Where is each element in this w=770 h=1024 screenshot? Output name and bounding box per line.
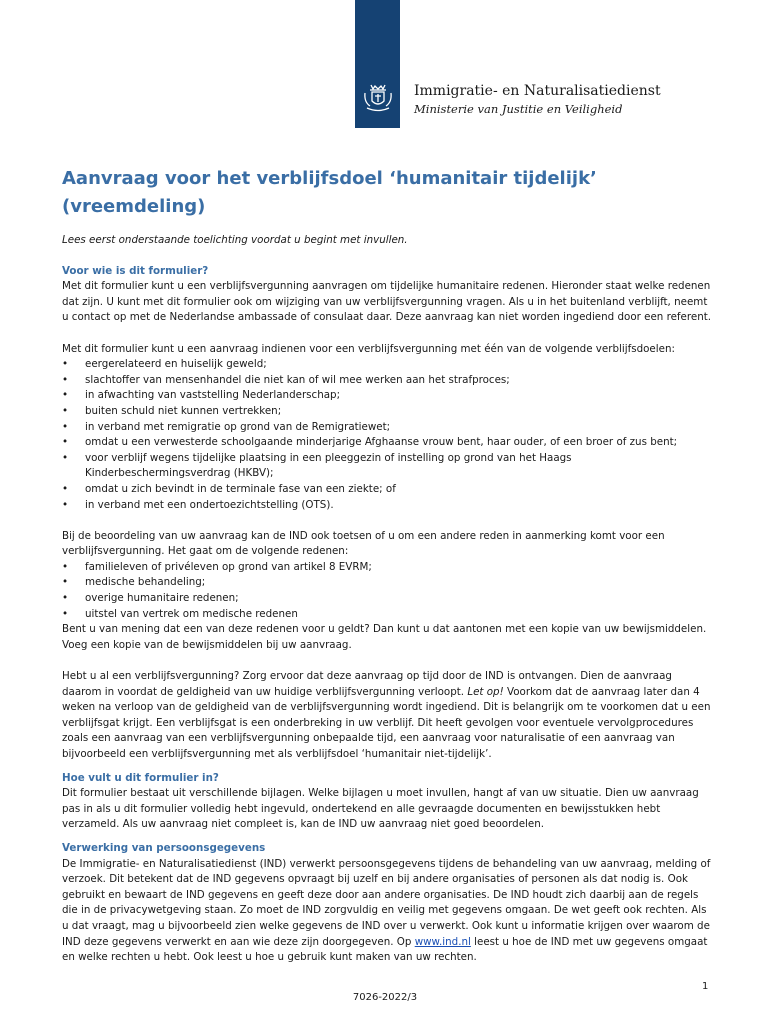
paragraph: De Immigratie- en Naturalisatiedienst (IND) verwerkt persoonsgegevens tijdens de behandeling van uw aanvraag, melding of verzoek. Dit betekent dat de IND gegevens opvraagt bij uzelf en bij andere organisaties of personen als dat nodig is. Ook gebruikt en bewaart de IND gegevens en geeft deze door aan andere organisaties. De IND houdt zich daarbij aan de regels die in de privacywetgeving staan. Zo moet de IND zorgvuldig en veilig met gegevens omgaan. De wet geeft ook rechten. Als u dat vraagt, mag u bijvoorbeeld zien welke gegevens de IND over u verwerkt. Ook kunt u informatie krijgen over waarom de IND deze gegevens verwerkt en aan wie deze zijn doorgegeven. Op www.ind.nl leest u hoe de IND met uw gegevens omgaat en welke rechten u hebt. Ook leest u hoe u gebruik kunt maken van uw rechten. xyxy=(62,857,711,964)
intro-text: Lees eerst onderstaande toelichting voordat u begint met invullen. xyxy=(62,234,408,246)
paragraph: Hebt u al een verblijfsvergunning? Zorg ervoor dat deze aanvraag op tijd door de IND is ontvangen. Dien de aanvraag daarom in voordat de geldigheid van uw huidige verblijfsvergunning verloopt. Let op! Voorkom dat de aanvraag later dan 4 weken na verloop van de geldigheid van de verblijfsvergunning wordt ingediend. Dit is belangrijk om te voorkomen dat u een verblijfsgat krijgt. Een verblijfsgat is een onderbreking in uw verblijf. Dit heeft gevolgen voor eventuele vervolgprocedures zoals een aanvraag van een verblijfsvergunning onbepaalde tijd, een aanvraag voor naturalisatie of een aanvraag van bijvoorbeeld een verblijfsvergunning met als verblijfsdoel ‘humanitair niet-tijdelijk’. xyxy=(62,670,711,760)
list-item: • overige humanitaire redenen; xyxy=(62,591,712,607)
paragraph: Met dit formulier kunt u een aanvraag indienen voor een verblijfsvergunning met één van de volgende verblijfsdoelen: xyxy=(62,342,675,355)
list-item: • uitstel van vertrek om medische redenen xyxy=(62,607,712,623)
paragraph: Bij de beoordeling van uw aanvraag kan de IND ook toetsen of u om een andere reden in aanmerking komt voor een verblijfsvergunning. Het gaat om de volgende redenen: xyxy=(62,529,665,558)
page-number: 1 xyxy=(702,981,709,992)
page-title: Aanvraag voor het verblijfsdoel ‘humanitair tijdelijk’ (vreemdeling) xyxy=(62,168,597,217)
royal-crest-icon xyxy=(362,82,394,118)
list-item: • voor verblijf wegens tijdelijke plaatsing in een pleeggezin of instelling op grond van het Haags Kinderbeschermingsverdrag (HKBV); xyxy=(62,451,712,482)
list-item: • in verband met remigratie op grond van de Remigratiewet; xyxy=(62,420,712,436)
list-item: • omdat u zich bevindt in de terminale fase van een ziekte; of xyxy=(62,482,712,498)
section-heading-how: Hoe vult u dit formulier in? xyxy=(62,771,219,784)
ind-website-link[interactable]: www.ind.nl xyxy=(414,935,471,948)
ministry-name: Ministerie van Justitie en Veiligheid xyxy=(414,102,623,116)
list-item: • eergerelateerd en huiselijk geweld; xyxy=(62,357,712,373)
section-heading-privacy: Verwerking van persoonsgegevens xyxy=(62,841,266,854)
document-body xyxy=(62,233,712,966)
list-item: • omdat u een verwesterde schoolgaande minderjarige Afghaanse vrouw bent, haar ouder, of een broer of zus bent; xyxy=(62,435,712,451)
warning-label: Let op! xyxy=(467,685,504,698)
paragraph: Dit formulier bestaat uit verschillende bijlagen. Welke bijlagen u moet invullen, hangt af van uw situatie. Dien uw aanvraag pas in als u dit formulier volledig hebt ingevuld, ondertekend en alle gevraagde documenten en bewijsstukken hebt verzameld. Als uw aanvraag niet compleet is, kan de IND uw aanvraag niet goed beoordelen. xyxy=(62,787,699,831)
document-code: 7026-2022/3 xyxy=(352,992,418,1003)
list-item: • familieleven of privéleven op grond van artikel 8 EVRM; xyxy=(62,560,712,576)
section-heading-who: Voor wie is dit formulier? xyxy=(62,264,209,277)
reason-list xyxy=(62,560,712,622)
paragraph: Bent u van mening dat een van deze redenen voor u geldt? Dan kunt u dat aantonen met een kopie van uw bewijsmiddelen. Voeg een kopie van de bewijsmiddelen bij uw aanvraag. xyxy=(62,623,707,651)
org-name: Immigratie- en Naturalisatiedienst xyxy=(414,83,661,99)
list-item: • medische behandeling; xyxy=(62,575,712,591)
purpose-list xyxy=(62,357,712,513)
list-item: • buiten schuld niet kunnen vertrekken; xyxy=(62,404,712,420)
list-item: • slachtoffer van mensenhandel die niet kan of wil mee werken aan het strafproces; xyxy=(62,373,712,389)
paragraph: Met dit formulier kunt u een verblijfsvergunning aanvragen om tijdelijke humanitaire redenen. Hieronder staat welke redenen dat zijn. U kunt met dit formulier ook om wijziging van uw verblijfsvergunning vragen. Als u in het buitenland verblijft, neemt u contact op met de Nederlandse ambassade of consulaat daar. Deze aanvraag kan niet worden ingediend door een referent. xyxy=(62,280,712,324)
list-item: • in afwachting van vaststelling Nederlanderschap; xyxy=(62,388,712,404)
list-item: • in verband met een ondertoezichtstelling (OTS). xyxy=(62,498,712,514)
